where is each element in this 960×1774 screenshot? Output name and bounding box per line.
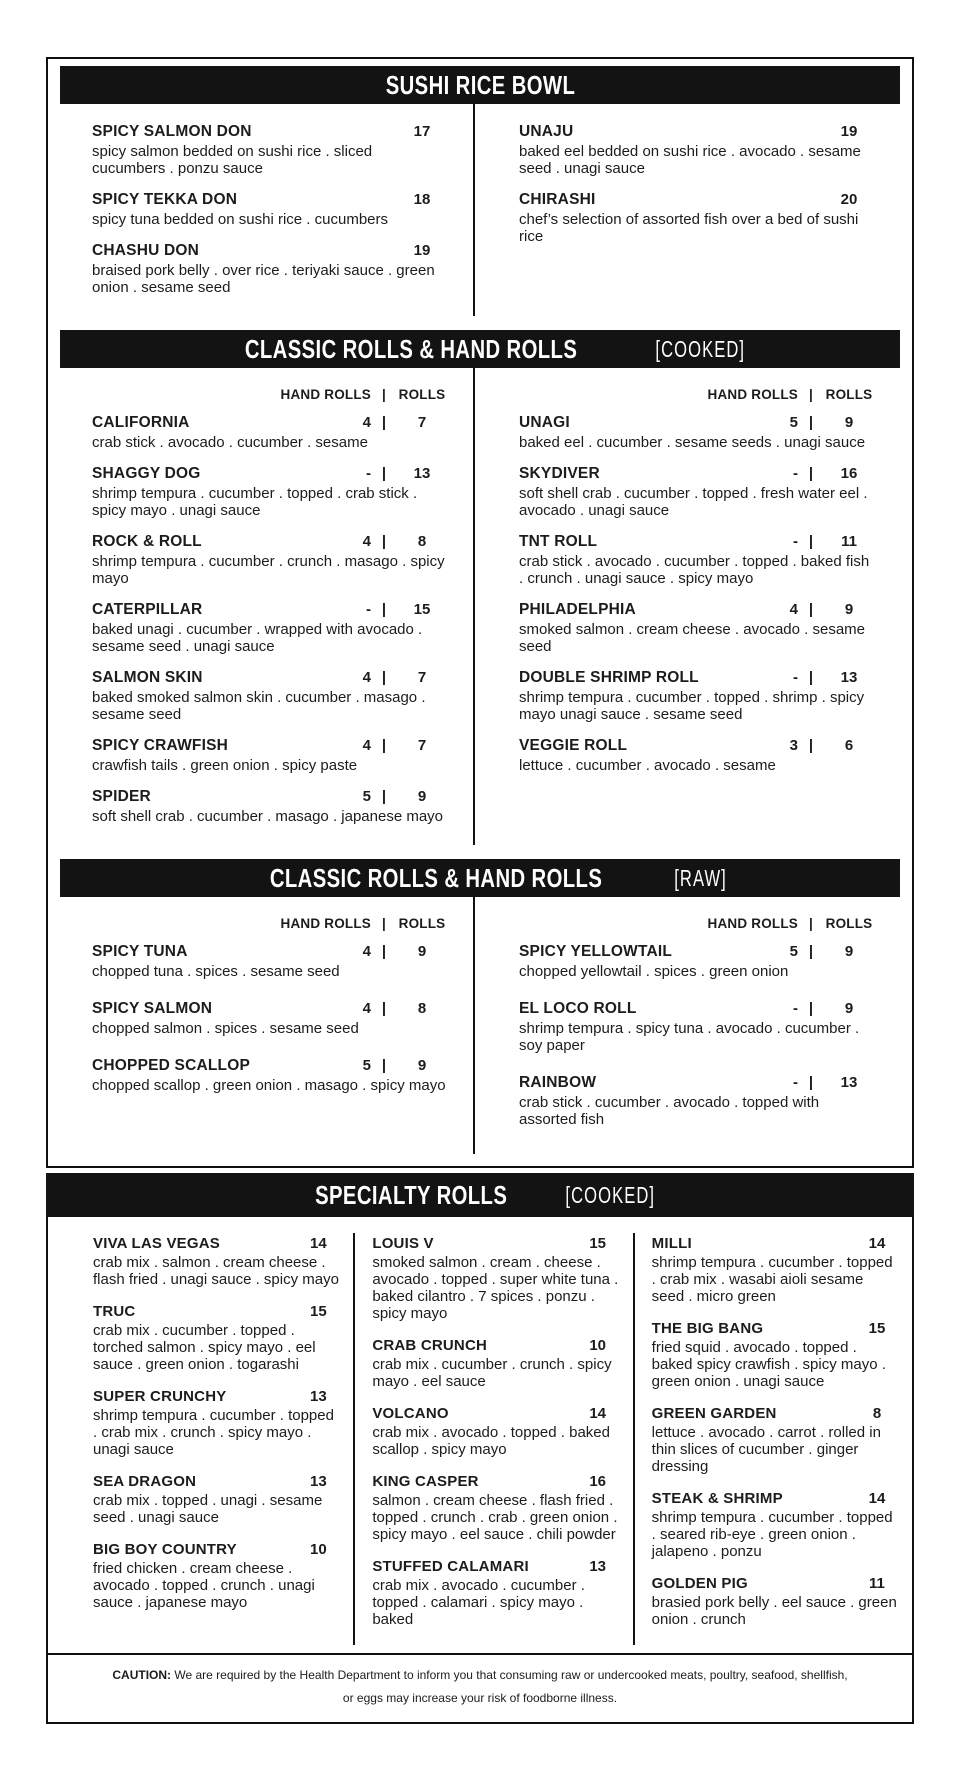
specialty-menu-box [46, 1217, 914, 1655]
menu-item [652, 1320, 898, 1390]
roll-price: 8 [417, 1000, 427, 1017]
item-row [92, 601, 447, 619]
section-tag: [RAW] [673, 864, 727, 891]
pipe-separator: | [809, 387, 813, 402]
specialty-column-2 [353, 1233, 632, 1645]
item-row [92, 533, 447, 551]
pipe-separator: | [381, 737, 387, 754]
pipe-separator: | [809, 916, 813, 931]
menu-item [92, 669, 447, 723]
raw-left-column [60, 897, 473, 1154]
item-name: DOUBLE SHRIMP ROLL [519, 669, 699, 686]
item-price: 14 [868, 1490, 886, 1507]
pipe-separator: | [381, 669, 387, 686]
item-price: 15 [589, 1235, 606, 1252]
menu-item [372, 1473, 618, 1543]
menu-item [92, 1000, 447, 1037]
item-row [92, 191, 447, 209]
menu-item [92, 465, 447, 519]
item-row [372, 1235, 618, 1252]
upper-menu-box [46, 57, 914, 1168]
item-description: shrimp tempura . cucumber . topped . crab mix . wasabi aioli sesame seed . micro green [651, 1254, 893, 1305]
menu-item [372, 1235, 618, 1322]
item-description: baked eel bedded on sushi rice . avocado . sesame seed . unagi sauce [519, 143, 861, 177]
item-row [652, 1575, 898, 1592]
pipe-separator: | [808, 1000, 814, 1017]
item-description: soft shell crab . cucumber . masago . japanese mayo [92, 808, 444, 825]
item-row [372, 1473, 618, 1490]
item-name: UNAJU [519, 123, 574, 140]
menu-item [519, 533, 874, 587]
hand-rolls-header: HAND ROLLS [280, 387, 371, 402]
roll-price: 9 [417, 1057, 427, 1074]
hand-rolls-header: HAND ROLLS [707, 916, 798, 931]
menu-item [519, 737, 874, 774]
pipe-separator: | [381, 943, 387, 960]
item-description: chopped salmon . spices . sesame seed [92, 1020, 359, 1037]
hand-roll-price: 4 [362, 1000, 371, 1017]
section-header-sushi-rice-bowl [60, 66, 900, 104]
item-description: crab mix . avocado . topped . baked scallop . spicy mayo [372, 1424, 610, 1458]
specialty-column-1 [48, 1233, 353, 1645]
item-name: SPICY TEKKA DON [92, 191, 238, 208]
section-title: SPECIALTY ROLLS [314, 1179, 507, 1210]
roll-price: 13 [840, 1074, 858, 1091]
pipe-separator: | [381, 1000, 387, 1017]
item-description: shrimp tempura . cucumber . topped . shrimp . spicy mayo unagi sauce . sesame seed [519, 689, 865, 723]
item-row [519, 601, 874, 619]
cooked-right-items [519, 414, 874, 774]
pipe-separator: | [381, 601, 387, 618]
item-description: crab mix . topped . unagi . sesame seed . unagi sauce [93, 1492, 323, 1526]
menu-item [652, 1235, 898, 1305]
hand-roll-price: 4 [362, 533, 371, 550]
item-description: crab mix . cucumber . crunch . spicy mayo . eel sauce [372, 1356, 612, 1390]
roll-price: 13 [840, 669, 858, 686]
item-name: SKYDIVER [519, 465, 600, 482]
raw-right-items [519, 943, 874, 1128]
pipe-separator: | [382, 916, 386, 931]
item-description: brasied pork belly . eel sauce . green onion . crunch [651, 1594, 897, 1628]
item-description: shrimp tempura . spicy tuna . avocado . cucumber . soy paper [519, 1020, 860, 1054]
item-description: spicy salmon bedded on sushi rice . sliced cucumbers . ponzu sauce [92, 143, 373, 177]
item-price: 13 [309, 1388, 327, 1405]
item-name: CALIFORNIA [92, 414, 190, 431]
menu-item [519, 943, 874, 980]
item-name: SPICY SALMON [92, 1000, 213, 1017]
raw-left-items [92, 943, 447, 1094]
item-name: CHOPPED SCALLOP [92, 1057, 251, 1074]
item-price: 14 [309, 1235, 327, 1252]
item-row [92, 788, 447, 806]
item-description: chopped tuna . spices . sesame seed [92, 963, 340, 980]
item-description: baked eel . cucumber . sesame seeds . unagi sauce [519, 434, 866, 451]
menu-item [93, 1388, 339, 1458]
item-description: smoked salmon . cream cheese . avocado . sesame seed [519, 621, 865, 655]
item-description: crab stick . avocado . cucumber . sesame [92, 434, 368, 451]
roll-price: 13 [413, 465, 431, 482]
item-name: SUPER CRUNCHY [93, 1388, 227, 1405]
item-row [92, 414, 447, 432]
section-title: SUSHI RICE BOWL [385, 69, 575, 100]
item-description: crab stick . avocado . cucumber . topped . baked fish . crunch . unagi sauce . spicy mayo [519, 553, 870, 587]
menu-item [92, 788, 447, 825]
hand-roll-price: 4 [362, 414, 371, 431]
item-price: 19 [840, 123, 858, 140]
caution-text-line2: or eggs may increase your risk of foodborne illness. [342, 1691, 618, 1706]
roll-price: 9 [844, 1000, 854, 1017]
menu-item [372, 1405, 618, 1458]
item-row [93, 1235, 339, 1252]
item-description: crab mix . salmon . cream cheese . flash fried . unagi sauce . spicy mayo [93, 1254, 339, 1288]
hand-roll-price: 5 [362, 1057, 371, 1074]
section-header-classic-rolls-cooked [60, 330, 900, 368]
item-name: BIG BOY COUNTRY [93, 1541, 237, 1558]
pipe-separator: | [808, 465, 814, 482]
roll-price: 8 [417, 533, 427, 550]
item-price: 10 [309, 1541, 327, 1558]
rice-bowl-left-column [60, 104, 473, 316]
menu-item [93, 1303, 339, 1373]
roll-price: 15 [413, 601, 431, 618]
roll-price: 7 [417, 737, 427, 754]
item-price: 8 [872, 1405, 882, 1422]
hand-roll-price: - [366, 465, 371, 482]
item-name: KING CASPER [372, 1473, 479, 1490]
section-title: CLASSIC ROLLS & HAND ROLLS [270, 862, 603, 893]
hand-rolls-header: HAND ROLLS [707, 387, 798, 402]
section-tag: [COOKED] [565, 1181, 655, 1208]
item-description: crawfish tails . green onion . spicy paste [92, 757, 358, 774]
item-price: 15 [868, 1320, 886, 1337]
item-row [519, 123, 874, 141]
item-row [92, 1000, 447, 1018]
pipe-separator: | [808, 414, 814, 431]
rolls-header: ROLLS [398, 916, 446, 931]
item-description: shrimp tempura . cucumber . topped . crab stick . spicy mayo . unagi sauce [92, 485, 418, 519]
item-row [519, 1000, 874, 1018]
rolls-header: ROLLS [398, 387, 446, 402]
pipe-separator: | [381, 533, 387, 550]
pipe-separator: | [381, 1057, 387, 1074]
menu-item [92, 242, 447, 296]
menu-item [519, 414, 874, 451]
hand-roll-price: - [793, 1000, 798, 1017]
roll-price: 9 [844, 601, 854, 618]
raw-columns [60, 897, 900, 1154]
item-description: lettuce . cucumber . avocado . sesame [519, 757, 776, 774]
menu-item [93, 1235, 339, 1288]
item-row [652, 1235, 898, 1252]
caution-notice [46, 1653, 914, 1724]
item-description: crab mix . cucumber . topped . torched salmon . spicy mayo . eel sauce . green onion . togarashi [93, 1322, 316, 1373]
item-name: CRAB CRUNCH [372, 1337, 488, 1354]
item-name: CHASHU DON [92, 242, 200, 259]
item-price: 18 [413, 191, 431, 208]
item-description: fried squid . avocado . topped . baked spicy crawfish . spicy mayo . green onion . unagi sauce [651, 1339, 886, 1390]
item-row [93, 1303, 339, 1320]
item-description: braised pork belly . over rice . teriyaki sauce . green onion . sesame seed [92, 262, 435, 296]
item-description: chef’s selection of assorted fish over a bed of sushi rice [519, 211, 859, 245]
item-row [93, 1541, 339, 1558]
hand-roll-price: - [793, 1074, 798, 1091]
pipe-separator: | [381, 788, 387, 805]
item-name: VEGGIE ROLL [519, 737, 628, 754]
item-description: chopped yellowtail . spices . green onion [519, 963, 789, 980]
hand-roll-price: - [793, 669, 798, 686]
item-name: SPICY SALMON DON [92, 123, 252, 140]
item-name: RAINBOW [519, 1074, 597, 1091]
item-price: 15 [309, 1303, 327, 1320]
menu-item [92, 533, 447, 587]
item-row [92, 669, 447, 687]
item-row [92, 465, 447, 483]
menu-item [92, 737, 447, 774]
pipe-separator: | [808, 669, 814, 686]
item-row [92, 737, 447, 755]
price-column-headers [519, 387, 874, 402]
item-name: VIVA LAS VEGAS [93, 1235, 220, 1252]
item-name: VOLCANO [372, 1405, 449, 1422]
price-column-headers [92, 916, 447, 931]
item-name: EL LOCO ROLL [519, 1000, 637, 1017]
item-row [92, 943, 447, 961]
roll-price: 6 [844, 737, 854, 754]
menu-item [519, 191, 874, 245]
menu-item [92, 414, 447, 451]
item-price: 20 [840, 191, 858, 208]
roll-price: 16 [840, 465, 858, 482]
item-name: UNAGI [519, 414, 570, 431]
item-price: 10 [589, 1337, 606, 1354]
hand-roll-price: 5 [362, 788, 371, 805]
item-name: TNT ROLL [519, 533, 598, 550]
item-price: 19 [413, 242, 431, 259]
menu-item [93, 1473, 339, 1526]
hand-roll-price: - [793, 533, 798, 550]
menu-item [652, 1490, 898, 1560]
hand-roll-price: 4 [362, 943, 371, 960]
hand-roll-price: 4 [362, 669, 371, 686]
pipe-separator: | [808, 533, 814, 550]
item-row [92, 123, 447, 141]
item-row [372, 1337, 618, 1354]
pipe-separator: | [808, 737, 814, 754]
item-price: 14 [868, 1235, 886, 1252]
menu-item [519, 1074, 874, 1128]
item-price: 16 [589, 1473, 606, 1490]
hand-roll-price: 3 [789, 737, 798, 754]
hand-roll-price: 5 [789, 414, 798, 431]
item-description: baked smoked salmon skin . cucumber . masago . sesame seed [92, 689, 426, 723]
item-row [372, 1558, 618, 1575]
item-row [519, 533, 874, 551]
item-row [519, 737, 874, 755]
item-price: 17 [413, 123, 431, 140]
hand-roll-price: - [793, 465, 798, 482]
menu-item [372, 1558, 618, 1628]
item-row [519, 414, 874, 432]
menu-item [93, 1541, 339, 1611]
item-price: 11 [869, 1575, 885, 1592]
caution-label: CAUTION: [112, 1668, 172, 1682]
price-column-headers [92, 387, 447, 402]
item-name: CHIRASHI [519, 191, 596, 208]
cooked-left-items [92, 414, 447, 825]
item-description: shrimp tempura . cucumber . crunch . masago . spicy mayo [92, 553, 445, 587]
item-row [372, 1405, 618, 1422]
item-description: salmon . cream cheese . flash fried . topped . crunch . crab . green onion . spicy mayo . eel sauce . chili powder [372, 1492, 618, 1543]
item-name: THE BIG BANG [651, 1320, 764, 1337]
pipe-separator: | [381, 414, 387, 431]
hand-roll-price: 5 [789, 943, 798, 960]
menu-item [519, 1000, 874, 1054]
hand-roll-price: 4 [789, 601, 798, 618]
item-row [92, 1057, 447, 1075]
item-description: crab mix . avocado . cucumber . topped . calamari . spicy mayo . baked [372, 1577, 585, 1628]
item-row [652, 1405, 898, 1422]
pipe-separator: | [381, 465, 387, 482]
menu-item [652, 1405, 898, 1475]
item-name: SPICY CRAWFISH [92, 737, 229, 754]
section-tag: [COOKED] [655, 335, 745, 362]
roll-price: 11 [841, 533, 857, 550]
menu-item [519, 123, 874, 177]
item-description: spicy tuna bedded on sushi rice . cucumbers [92, 211, 388, 228]
menu-item [519, 601, 874, 655]
menu-item [519, 465, 874, 519]
item-name: ROCK & ROLL [92, 533, 202, 550]
section-title: CLASSIC ROLLS & HAND ROLLS [244, 333, 577, 364]
roll-price: 9 [417, 943, 427, 960]
item-row [93, 1388, 339, 1405]
pipe-separator: | [808, 601, 814, 618]
item-description: smoked salmon . cream . cheese . avocado . topped . super white tuna . baked cilantro . 7 spices . ponzu . spicy mayo [372, 1254, 619, 1322]
pipe-separator: | [382, 387, 386, 402]
hand-rolls-header: HAND ROLLS [280, 916, 371, 931]
sushi-menu [46, 57, 914, 1724]
item-row [519, 1074, 874, 1092]
specialty-columns [48, 1233, 912, 1645]
item-row [519, 669, 874, 687]
rice-bowl-columns [60, 104, 900, 316]
item-name: SPICY YELLOWTAIL [519, 943, 673, 960]
hand-roll-price: - [366, 601, 371, 618]
menu-item [92, 601, 447, 655]
item-name: SALMON SKIN [92, 669, 203, 686]
menu-item [92, 191, 447, 228]
item-description: baked unagi . cucumber . wrapped with avocado . sesame seed . unagi sauce [92, 621, 423, 655]
item-name: GREEN GARDEN [651, 1405, 777, 1422]
item-description: fried chicken . cream cheese . avocado . topped . crunch . unagi sauce . japanese mayo [93, 1560, 315, 1611]
item-name: SHAGGY DOG [92, 465, 201, 482]
item-name: MILLI [651, 1235, 692, 1252]
roll-price: 9 [844, 414, 854, 431]
item-name: SPIDER [92, 788, 151, 805]
menu-item [92, 1057, 447, 1094]
hand-roll-price: 4 [362, 737, 371, 754]
item-row [652, 1320, 898, 1337]
item-description: shrimp tempura . cucumber . topped . crab mix . crunch . spicy mayo . unagi sauce [93, 1407, 334, 1458]
price-column-headers [519, 916, 874, 931]
rice-bowl-right-column [473, 104, 900, 316]
roll-price: 7 [417, 669, 427, 686]
item-description: crab stick . cucumber . avocado . topped with assorted fish [519, 1094, 820, 1128]
item-row [519, 191, 874, 209]
pipe-separator: | [808, 1074, 814, 1091]
roll-price: 9 [844, 943, 854, 960]
cooked-right-column [473, 368, 900, 845]
menu-item [372, 1337, 618, 1390]
section-header-specialty-rolls [46, 1173, 914, 1217]
item-description: shrimp tempura . cucumber . topped . seared rib-eye . green onion . jalapeno . ponzu [651, 1509, 893, 1560]
item-price: 14 [589, 1405, 606, 1422]
item-name: PHILADELPHIA [519, 601, 636, 618]
item-name: STUFFED CALAMARI [372, 1558, 529, 1575]
menu-item [519, 669, 874, 723]
menu-item [92, 943, 447, 980]
item-description: lettuce . avocado . carrot . rolled in thin slices of cucumber . ginger dressing [651, 1424, 881, 1475]
item-row [519, 943, 874, 961]
raw-right-column [473, 897, 900, 1154]
cooked-left-column [60, 368, 473, 845]
roll-price: 9 [417, 788, 427, 805]
cooked-columns [60, 368, 900, 845]
caution-text-line1: We are required by the Health Department to inform you that consuming raw or undercooked meats, poultry, seafood, shellfish, [174, 1668, 848, 1682]
item-description: soft shell crab . cucumber . topped . fresh water eel . avocado . unagi sauce [519, 485, 868, 519]
item-name: SEA DRAGON [93, 1473, 197, 1490]
menu-item [92, 123, 447, 177]
pipe-separator: | [808, 943, 814, 960]
specialty-column-3 [633, 1233, 912, 1645]
item-name: GOLDEN PIG [651, 1575, 748, 1592]
item-row [93, 1473, 339, 1490]
roll-price: 7 [417, 414, 427, 431]
item-name: LOUIS V [372, 1235, 434, 1252]
section-header-classic-rolls-raw [60, 859, 900, 897]
item-row [519, 465, 874, 483]
item-name: CATERPILLAR [92, 601, 203, 618]
item-name: STEAK & SHRIMP [651, 1490, 783, 1507]
item-name: TRUC [93, 1303, 136, 1320]
rolls-header: ROLLS [825, 387, 873, 402]
rolls-header: ROLLS [825, 916, 873, 931]
item-description: chopped scallop . green onion . masago . spicy mayo [92, 1077, 446, 1094]
item-row [92, 242, 447, 260]
item-name: SPICY TUNA [92, 943, 188, 960]
item-price: 13 [589, 1558, 606, 1575]
item-price: 13 [309, 1473, 327, 1490]
item-row [652, 1490, 898, 1507]
menu-item [652, 1575, 898, 1628]
